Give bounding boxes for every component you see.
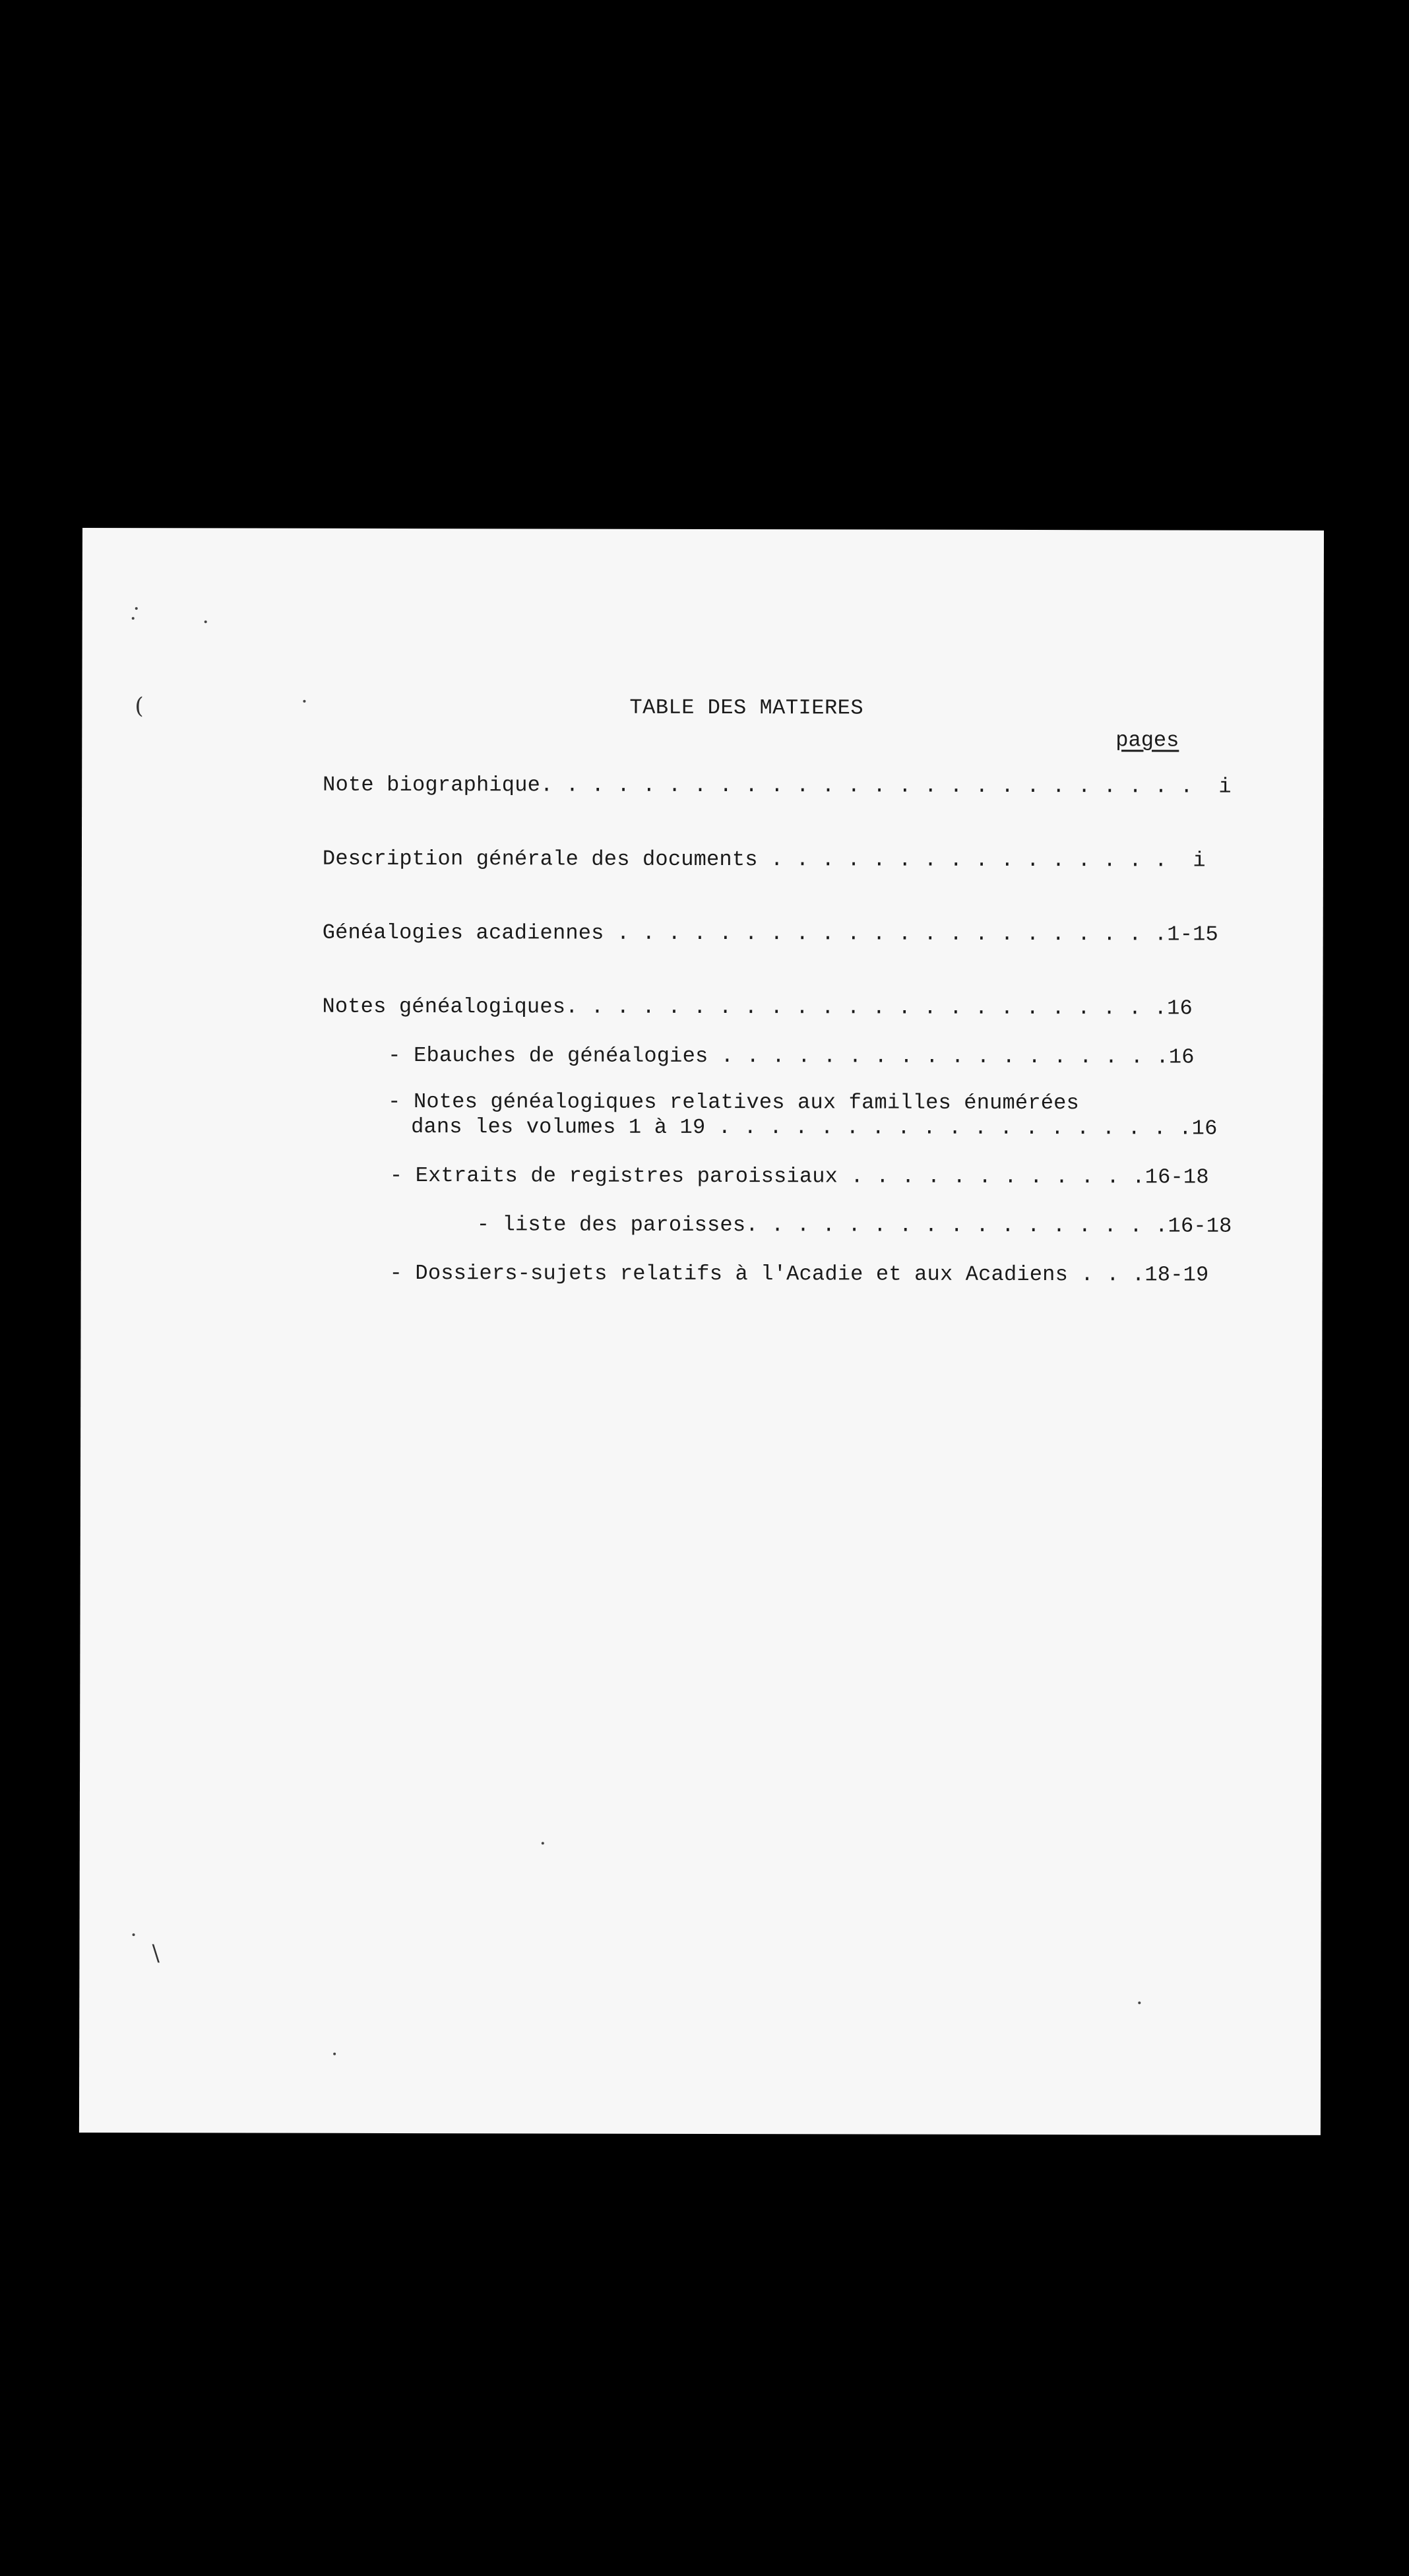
toc-subentry-extraits-registres: - Extraits de registres paroissiaux . . . . . . . . . . . .16-18	[389, 1163, 1209, 1190]
toc-entry-description-generale: Description générale des documents . . . . . . . . . . . . . . . . i	[322, 846, 1206, 873]
speck	[1138, 2001, 1141, 2004]
page-title: TABLE DES MATIERES	[629, 695, 864, 721]
pages-column-header: pages	[1115, 728, 1179, 753]
toc-entry-genealogies-acadiennes: Généalogies acadiennes . . . . . . . . . . . . . . . . . . . . . .1-15	[322, 920, 1218, 947]
speck	[135, 607, 138, 610]
toc-subentry-notes-relatives-cont: dans les volumes 1 à 19 . . . . . . . . . . . . . . . . . . .16	[411, 1114, 1218, 1141]
speck	[333, 2053, 336, 2055]
document-page	[79, 528, 1324, 2135]
toc-entry-notes-genealogiques: Notes généalogiques. . . . . . . . . . . . . . . . . . . . . . . .16	[322, 994, 1193, 1021]
speck	[133, 1933, 135, 1936]
toc-entry-note-biographique: Note biographique. . . . . . . . . . . . . . . . . . . . . . . . . . i	[323, 772, 1232, 799]
toc-subentry-ebauches: - Ebauches de généalogies . . . . . . . . . . . . . . . . . .16	[388, 1043, 1195, 1070]
speck	[542, 1842, 544, 1844]
toc-subentry-dossiers-sujets: - Dossiers-sujets relatifs à l'Acadie et aux Acadiens . . .18-19	[389, 1260, 1209, 1287]
margin-mark: \	[152, 1940, 160, 1967]
speck	[132, 617, 135, 620]
speck	[204, 620, 207, 623]
speck	[303, 700, 305, 703]
margin-mark: (	[135, 693, 144, 720]
toc-subentry-notes-relatives: - Notes généalogiques relatives aux familles énumérées	[388, 1089, 1079, 1116]
toc-subsubentry-liste-paroisses: - liste des paroisses. . . . . . . . . . . . . . . . .16-18	[476, 1212, 1232, 1239]
